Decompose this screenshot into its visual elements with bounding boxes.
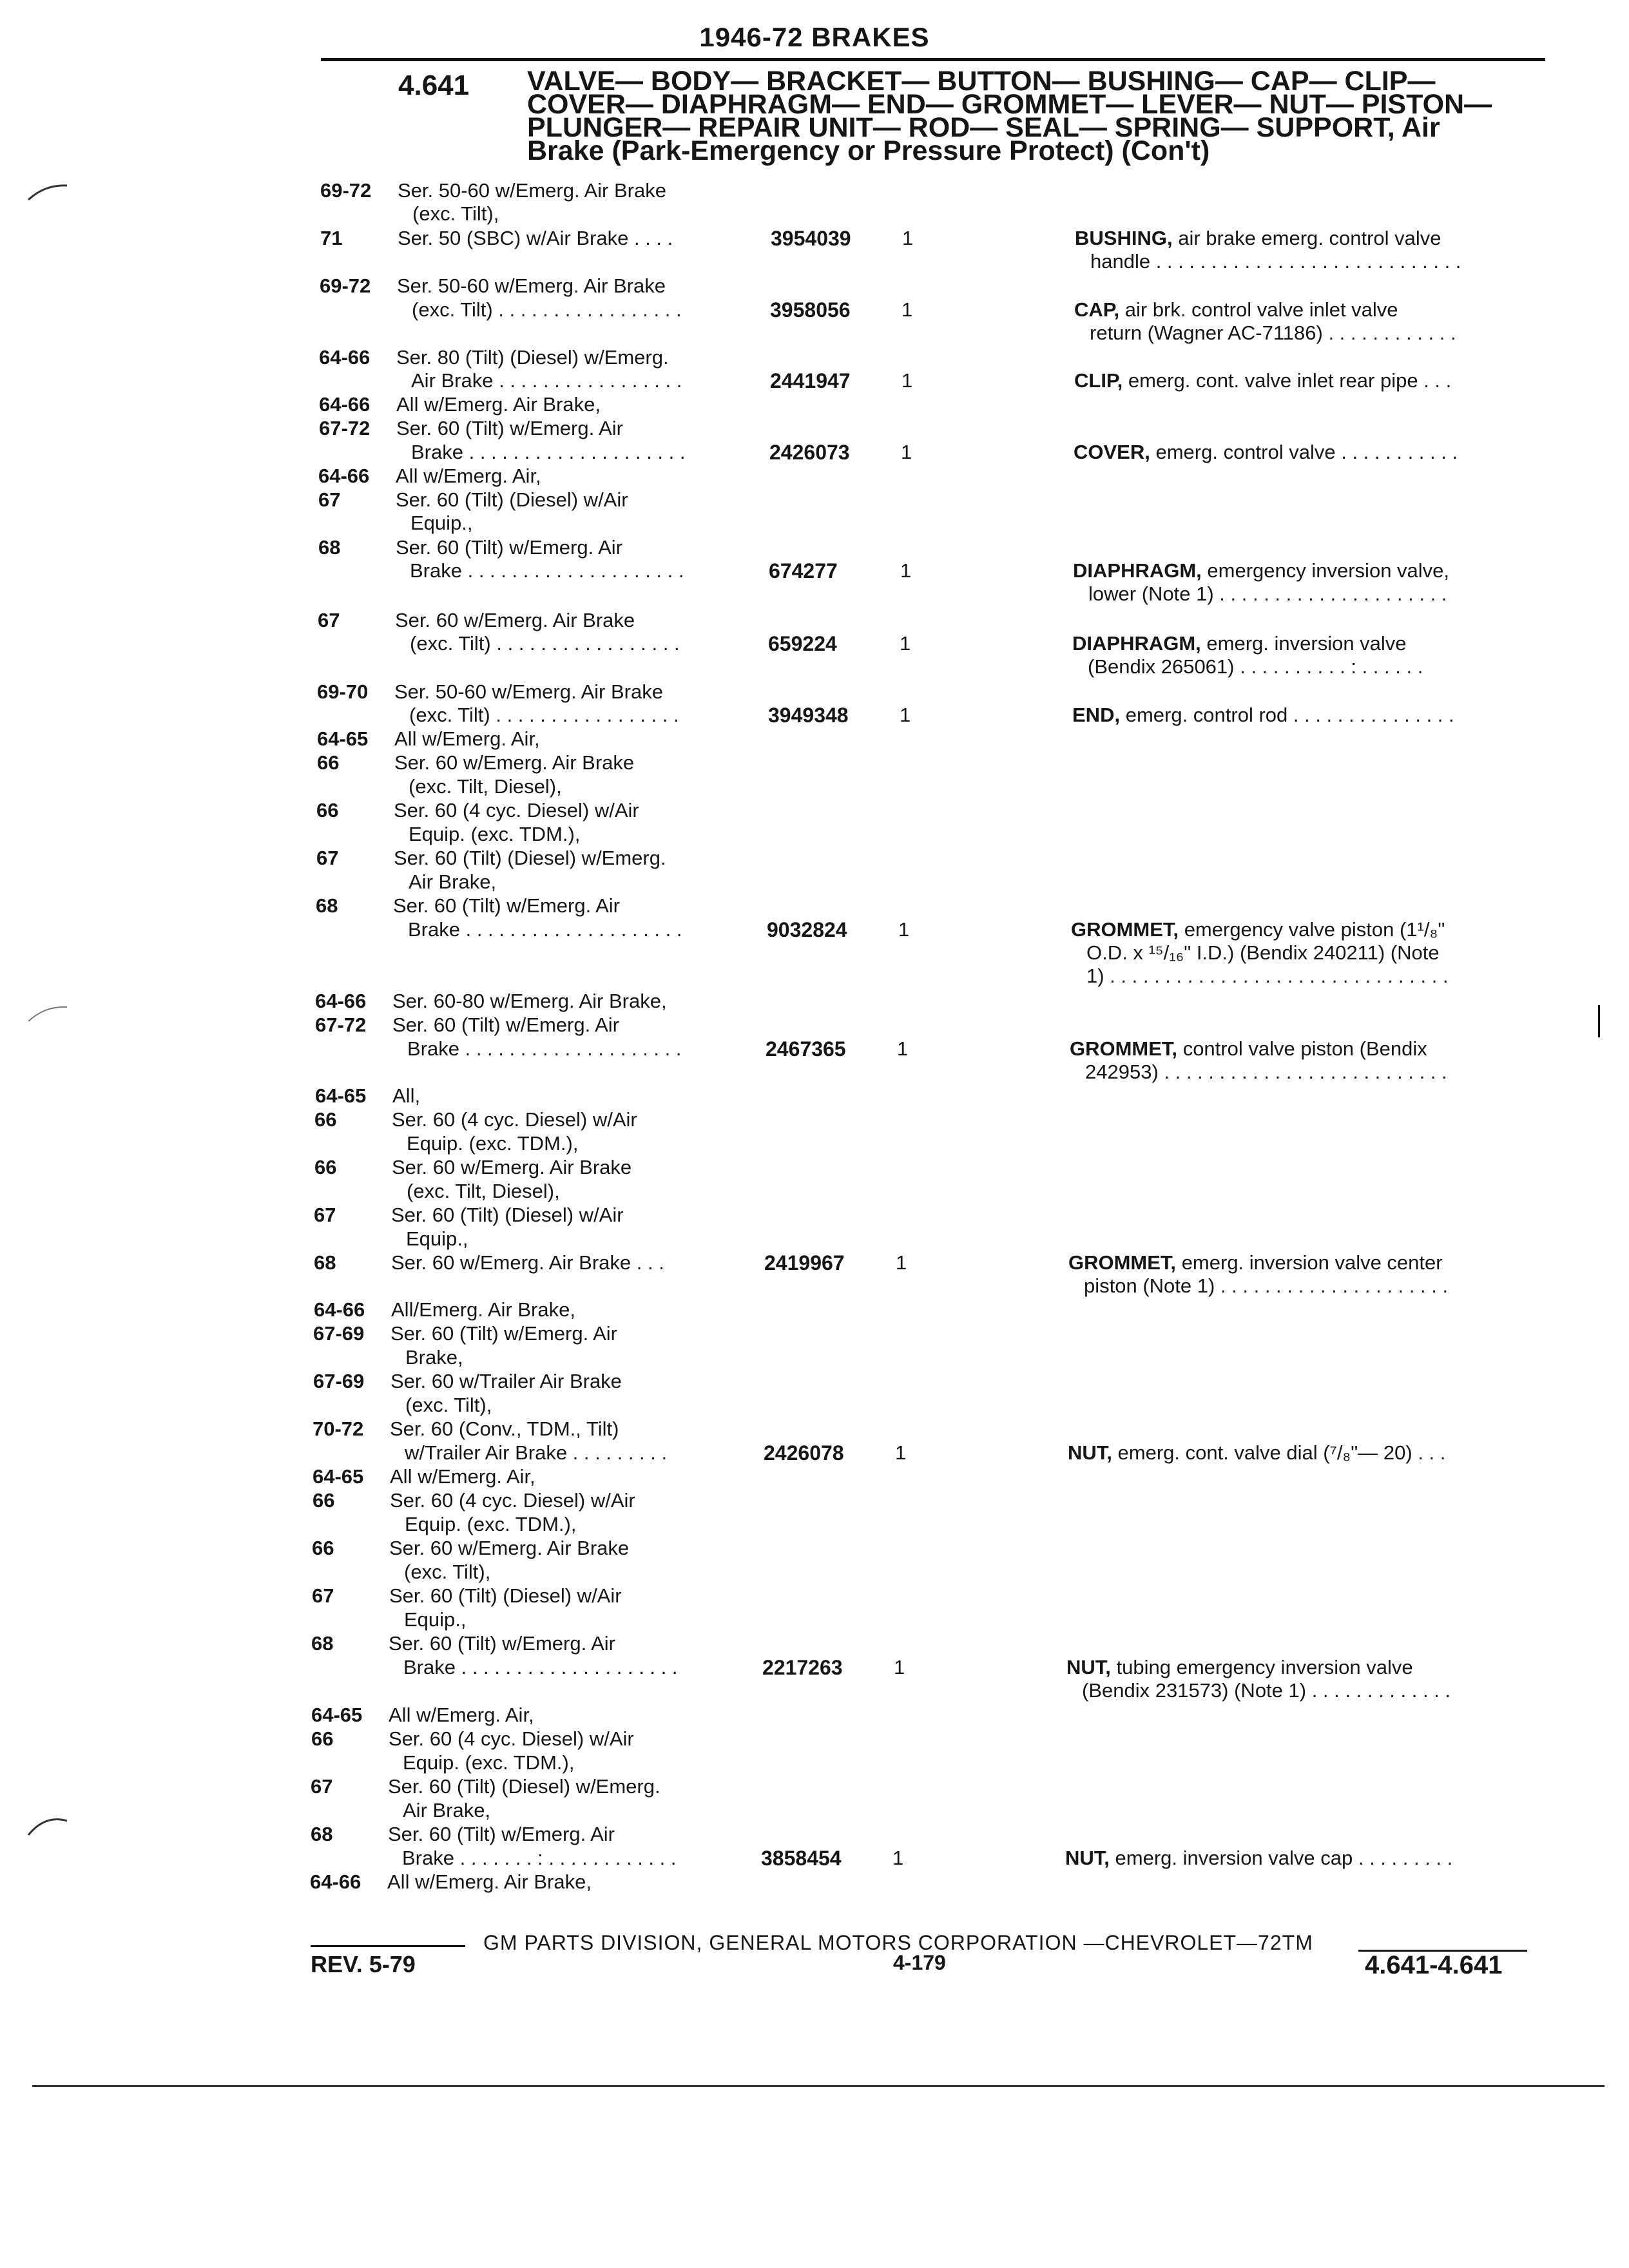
description-text: emerg. control valve . . . . . . . . . . . xyxy=(1155,441,1458,463)
description-text: tubing emergency inversion valve xyxy=(1116,1656,1413,1678)
part-description xyxy=(1065,1847,1452,1870)
revision-label: REV. 5-79 xyxy=(311,1951,416,1977)
part-description xyxy=(1074,298,1398,322)
part-number: 2441947 xyxy=(770,369,851,392)
part-name: COVER, xyxy=(1074,441,1150,463)
part-description xyxy=(1068,1441,1445,1465)
description-continuation: 242953) . . . . . . . . . . . . . . . . . . . . . . . . . . xyxy=(1085,1061,1447,1083)
model-years: 66 xyxy=(316,799,339,822)
application-text: Ser. 60 (Conv., TDM., Tilt) xyxy=(390,1418,619,1440)
description-text: emergency inversion valve, xyxy=(1207,559,1450,582)
part-name: CAP, xyxy=(1074,298,1120,321)
part-number: 2426078 xyxy=(764,1441,844,1465)
quantity: 1 xyxy=(897,1037,909,1060)
page-number: 4-179 xyxy=(893,1951,946,1974)
model-years: 71 xyxy=(320,227,343,249)
part-description xyxy=(1072,704,1454,727)
application-text: All, xyxy=(392,1084,421,1107)
application-text: Ser. 60 (Tilt) w/Emerg. Air xyxy=(390,1322,617,1345)
part-number: 3949348 xyxy=(768,704,849,727)
part-description xyxy=(1074,369,1451,392)
application-text: Ser. 60 (4 cyc. Diesel) w/Air xyxy=(392,1108,637,1131)
application-text: Air Brake, xyxy=(409,870,497,893)
quantity: 1 xyxy=(901,298,913,321)
model-years: 68 xyxy=(318,536,341,559)
application-text: Brake, xyxy=(405,1346,463,1369)
application-text: (exc. Tilt, Diesel), xyxy=(407,1180,560,1202)
description-text: control valve piston (Bendix xyxy=(1182,1037,1427,1060)
part-name: BUSHING, xyxy=(1075,227,1173,249)
model-years: 67-69 xyxy=(313,1370,365,1392)
application-text: Ser. 50-60 w/Emerg. Air Brake xyxy=(397,274,666,297)
application-text: All w/Emerg. Air Brake, xyxy=(387,1870,592,1893)
page-title: 1946-72 BRAKES xyxy=(699,22,930,52)
application-text: Ser. 60 (4 cyc. Diesel) w/Air xyxy=(394,799,639,822)
application-text: Ser. 60 (Tilt) w/Emerg. Air xyxy=(396,417,623,439)
model-years: 67-69 xyxy=(313,1322,365,1345)
application-text: All w/Emerg. Air, xyxy=(394,727,540,750)
model-years: 67-72 xyxy=(315,1014,367,1036)
application-text: Ser. 60 (Tilt) w/Emerg. Air xyxy=(392,1014,619,1036)
model-years: 64-66 xyxy=(319,393,371,416)
binder-hole-mark xyxy=(26,180,71,206)
header-rule xyxy=(321,58,1545,61)
quantity: 1 xyxy=(898,918,910,941)
application-text: Air Brake . . . . . . . . . . . . . . . . . xyxy=(411,369,682,392)
model-years: 64-65 xyxy=(313,1465,364,1488)
part-number: 3958056 xyxy=(770,298,851,322)
part-number: 9032824 xyxy=(767,918,847,941)
part-number: 2426073 xyxy=(769,441,850,464)
model-years: 67 xyxy=(318,488,341,511)
description-text: air brk. control valve inlet valve xyxy=(1124,298,1398,321)
application-text: Equip. (exc. TDM.), xyxy=(405,1513,577,1535)
part-number: 3954039 xyxy=(771,227,851,250)
application-text: Ser. 60 (Tilt) (Diesel) w/Emerg. xyxy=(388,1775,660,1798)
part-description xyxy=(1071,918,1445,941)
application-text: Ser. 60 (Tilt) (Diesel) w/Air xyxy=(389,1584,622,1607)
description-continuation: handle . . . . . . . . . . . . . . . . . . . . . . . . . . . . xyxy=(1090,250,1461,273)
binder-hole-mark xyxy=(26,1811,71,1843)
description-continuation: return (Wagner AC-71186) . . . . . . . . . . . . xyxy=(1090,322,1456,344)
quantity: 1 xyxy=(901,369,913,392)
section-number: 4.641 xyxy=(398,70,470,101)
application-text: Brake . . . . . . . . . . . . . . . . . . . . xyxy=(407,1037,682,1060)
description-text: emerg. inversion valve cap . . . . . . . . . xyxy=(1115,1847,1453,1869)
quantity: 1 xyxy=(900,704,911,726)
model-years: 66 xyxy=(311,1727,334,1750)
part-name: END, xyxy=(1072,704,1121,726)
application-text: (exc. Tilt), xyxy=(412,202,499,225)
part-name: GROMMET, xyxy=(1070,1037,1178,1060)
model-years: 64-65 xyxy=(317,727,369,750)
quantity: 1 xyxy=(900,632,911,655)
model-years: 64-65 xyxy=(311,1704,363,1726)
application-text: Equip. (exc. TDM.), xyxy=(407,1132,579,1155)
application-text: w/Trailer Air Brake . . . . . . . . . xyxy=(405,1441,668,1464)
edge-mark xyxy=(1598,1005,1600,1037)
model-years: 69-72 xyxy=(320,179,372,202)
model-years: 64-65 xyxy=(315,1084,367,1107)
application-text: All w/Emerg. Air, xyxy=(396,465,541,487)
application-text: Ser. 60 (Tilt) (Diesel) w/Air xyxy=(391,1204,624,1226)
part-number: 659224 xyxy=(768,632,837,655)
part-name: DIAPHRAGM, xyxy=(1072,632,1201,655)
application-text: Ser. 60 w/Emerg. Air Brake xyxy=(392,1156,632,1178)
application-text: Equip., xyxy=(406,1227,468,1250)
application-text: Ser. 60 (Tilt) (Diesel) w/Air xyxy=(396,488,628,511)
model-years: 64-66 xyxy=(314,1298,365,1321)
application-text: Ser. 60 w/Emerg. Air Brake xyxy=(394,751,635,774)
application-text: (exc. Tilt), xyxy=(404,1561,491,1583)
part-name: NUT, xyxy=(1068,1441,1112,1464)
description-text: emerg. cont. valve inlet rear pipe . . . xyxy=(1128,369,1452,392)
description-text: emerg. inversion valve center xyxy=(1181,1251,1443,1274)
application-text: Ser. 80 (Tilt) (Diesel) w/Emerg. xyxy=(396,346,669,369)
part-name: GROMMET, xyxy=(1071,918,1179,941)
application-text: Ser. 60 (Tilt) (Diesel) w/Emerg. xyxy=(394,847,666,869)
part-description xyxy=(1073,559,1449,582)
application-text: Ser. 60 w/Emerg. Air Brake xyxy=(389,1537,630,1559)
model-years: 66 xyxy=(314,1108,337,1131)
model-years: 69-72 xyxy=(320,274,371,297)
footer-text: GM PARTS DIVISION, GENERAL MOTORS CORPORATION —CHEVROLET—72TM xyxy=(483,1931,1313,1954)
description-continuation: lower (Note 1) . . . . . . . . . . . . . . . . . . . . . xyxy=(1088,582,1447,605)
quantity: 1 xyxy=(901,441,912,463)
part-number: 674277 xyxy=(769,559,838,582)
description-text: emerg. inversion valve xyxy=(1206,632,1407,655)
quantity: 1 xyxy=(894,1656,905,1678)
section-range: 4.641-4.641 xyxy=(1365,1951,1503,1979)
model-years: 64-66 xyxy=(310,1870,361,1893)
description-text: emerg. cont. valve dial (⁷/₈"— 20) . . . xyxy=(1117,1441,1446,1464)
application-text: All w/Emerg. Air Brake, xyxy=(396,393,601,416)
application-text: Equip., xyxy=(404,1608,467,1631)
application-text: Ser. 60 w/Emerg. Air Brake . . . xyxy=(391,1251,664,1274)
model-years: 67 xyxy=(314,1204,336,1226)
part-description xyxy=(1075,227,1441,250)
application-text: Equip. (exc. TDM.), xyxy=(403,1751,575,1774)
application-text: (exc. Tilt, Diesel), xyxy=(409,775,562,798)
part-name: NUT, xyxy=(1065,1847,1110,1869)
description-continuation: 1) . . . . . . . . . . . . . . . . . . . . . . . . . . . . . . . xyxy=(1086,965,1449,987)
application-text: Ser. 60 (4 cyc. Diesel) w/Air xyxy=(390,1489,635,1512)
description-continuation: O.D. x ¹⁵/₁₆" I.D.) (Bendix 240211) (Note xyxy=(1086,941,1440,964)
description-continuation: (Bendix 231573) (Note 1) . . . . . . . . . . . . . xyxy=(1082,1679,1451,1702)
page-edge-rule xyxy=(32,2085,1605,2087)
model-years: 66 xyxy=(313,1489,335,1512)
model-years: 67 xyxy=(316,847,339,869)
model-years: 67 xyxy=(312,1584,334,1607)
application-text: Ser. 60 (Tilt) w/Emerg. Air xyxy=(393,894,620,917)
application-text: All w/Emerg. Air, xyxy=(390,1465,535,1488)
binder-hole-mark xyxy=(26,1002,71,1028)
part-number: 2467365 xyxy=(766,1037,846,1061)
quantity: 1 xyxy=(892,1847,904,1869)
application-text: All/Emerg. Air Brake, xyxy=(391,1298,575,1321)
footer-rule-left xyxy=(311,1945,465,1947)
section-heading xyxy=(527,66,1492,166)
model-years: 68 xyxy=(316,894,338,917)
application-text: Ser. 60 (Tilt) w/Emerg. Air xyxy=(389,1632,615,1655)
part-description xyxy=(1072,632,1407,655)
model-years: 68 xyxy=(311,1823,333,1845)
quantity: 1 xyxy=(902,227,914,249)
part-description xyxy=(1074,441,1458,464)
model-years: 66 xyxy=(314,1156,337,1178)
application-text: Brake . . . . . . . . . . . . . . . . . . . . xyxy=(411,441,686,463)
part-name: NUT, xyxy=(1066,1656,1111,1678)
application-text: Ser. 60 w/Emerg. Air Brake xyxy=(395,609,635,631)
application-text: (exc. Tilt) . . . . . . . . . . . . . . . . . xyxy=(410,632,680,655)
description-text: air brake emerg. control valve xyxy=(1178,227,1441,249)
model-years: 66 xyxy=(312,1537,334,1559)
part-description xyxy=(1066,1656,1413,1679)
part-number: 3858454 xyxy=(761,1847,842,1870)
section-heading-line: COVER— DIAPHRAGM— END— GROMMET— LEVER— NUT— PISTON— xyxy=(527,89,1492,120)
model-years: 64-66 xyxy=(315,990,367,1012)
description-continuation: (Bendix 265061) . . . . . . . . . . : . . . . . . xyxy=(1088,655,1423,678)
description-continuation: piston (Note 1) . . . . . . . . . . . . . . . . . . . . . xyxy=(1084,1274,1449,1297)
section-heading-line: PLUNGER— REPAIR UNIT— ROD— SEAL— SPRING— SUPPORT, Air xyxy=(527,112,1440,143)
section-heading-line: VALVE— BODY— BRACKET— BUTTON— BUSHING— CAP— CLIP— xyxy=(527,66,1436,97)
quantity: 1 xyxy=(895,1441,907,1464)
model-years: 64-66 xyxy=(319,346,371,369)
application-text: (exc. Tilt) . . . . . . . . . . . . . . . . . xyxy=(409,704,679,726)
quantity: 1 xyxy=(896,1251,907,1274)
application-text: Ser. 60 w/Trailer Air Brake xyxy=(390,1370,622,1392)
application-text: Ser. 60-80 w/Emerg. Air Brake, xyxy=(392,990,667,1012)
application-text: Brake . . . . . . . . . . . . . . . . . . . . xyxy=(403,1656,678,1678)
part-name: DIAPHRAGM, xyxy=(1073,559,1202,582)
model-years: 67 xyxy=(318,609,340,631)
description-text: emergency valve piston (1¹/₈" xyxy=(1184,918,1445,941)
model-years: 70-72 xyxy=(313,1418,364,1440)
part-number: 2217263 xyxy=(762,1656,843,1679)
description-text: emerg. control rod . . . . . . . . . . . . . . . xyxy=(1125,704,1454,726)
application-text: Brake . . . . . . . . . . . . . . . . . . . . xyxy=(410,559,684,582)
application-text: Ser. 50-60 w/Emerg. Air Brake xyxy=(398,179,666,202)
application-text: Ser. 60 (Tilt) w/Emerg. Air xyxy=(388,1823,615,1845)
application-text: Ser. 60 (4 cyc. Diesel) w/Air xyxy=(389,1727,634,1750)
model-years: 64-66 xyxy=(318,465,370,487)
application-text: Equip., xyxy=(410,512,473,534)
application-text: Brake . . . . . . . . . . . . . . . . . . . . xyxy=(408,918,682,941)
application-text: Ser. 50-60 w/Emerg. Air Brake xyxy=(394,680,663,703)
section-heading-line: Brake (Park-Emergency or Pressure Protect) (Con't) xyxy=(527,135,1210,166)
application-text: Brake . . . . . . . : . . . . . . . . . . . . xyxy=(402,1847,677,1869)
application-text: (exc. Tilt) . . . . . . . . . . . . . . . . . xyxy=(412,298,682,321)
model-years: 67 xyxy=(311,1775,333,1798)
quantity: 1 xyxy=(900,559,912,582)
application-text: Ser. 60 (Tilt) w/Emerg. Air xyxy=(396,536,622,559)
part-description xyxy=(1068,1251,1443,1274)
part-description xyxy=(1070,1037,1427,1061)
application-text: Air Brake, xyxy=(403,1799,491,1821)
model-years: 68 xyxy=(314,1251,336,1274)
part-number: 2419967 xyxy=(764,1251,845,1274)
part-name: CLIP, xyxy=(1074,369,1123,392)
application-text: All w/Emerg. Air, xyxy=(389,1704,534,1726)
model-years: 67-72 xyxy=(319,417,371,439)
application-text: Equip. (exc. TDM.), xyxy=(409,823,581,845)
model-years: 68 xyxy=(311,1632,334,1655)
application-text: (exc. Tilt), xyxy=(405,1394,492,1416)
application-text: Ser. 50 (SBC) w/Air Brake . . . . xyxy=(398,227,673,249)
part-name: GROMMET, xyxy=(1068,1251,1177,1274)
model-years: 66 xyxy=(317,751,340,774)
model-years: 69-70 xyxy=(317,680,369,703)
